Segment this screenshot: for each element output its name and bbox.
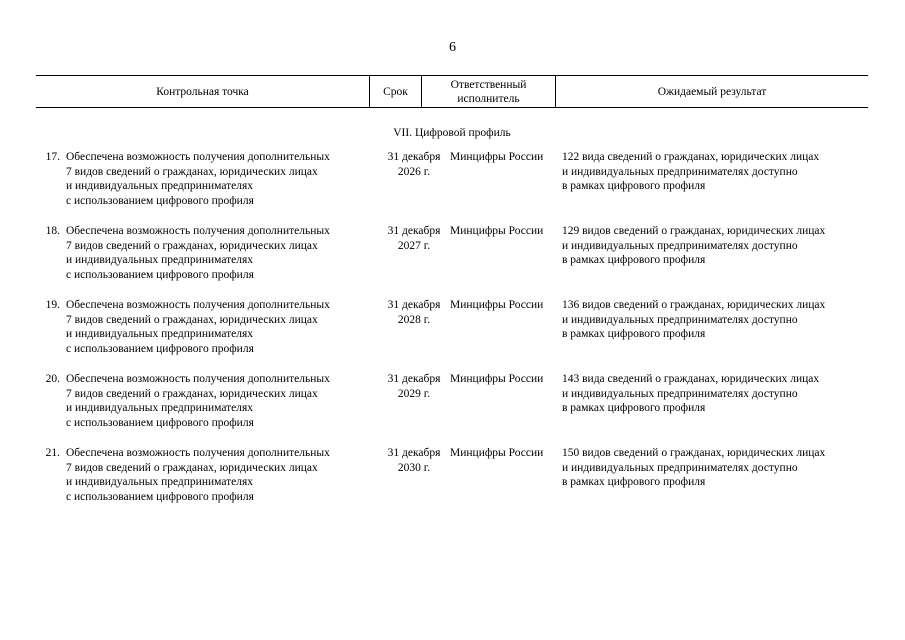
- table-row: [36, 372, 868, 446]
- row-number: 18.: [45, 225, 60, 237]
- row-number: 17.: [45, 151, 60, 163]
- table-row: [36, 150, 868, 224]
- row-deadline: 31 декабря 2026 г.: [387, 151, 441, 178]
- row-number: 21.: [45, 447, 60, 459]
- row-control-point: Обеспечена возможность получения дополнительных 7 видов сведений о гражданах, юридических лицах и индивидуальных предпринимателях с использованием цифрового профиля: [66, 299, 330, 355]
- row-expected-result: 136 видов сведений о гражданах, юридических лицах и индивидуальных предпринимателях доступно в рамках цифрового профиля: [562, 299, 826, 340]
- row-control-point: Обеспечена возможность получения дополнительных 7 видов сведений о гражданах, юридических лицах и индивидуальных предпринимателях с использованием цифрового профиля: [66, 447, 330, 503]
- row-responsible: Минцифры России: [450, 225, 544, 237]
- header-expected-result: Ожидаемый результат: [657, 85, 767, 98]
- header-responsible: Ответственный исполнитель: [422, 76, 556, 107]
- page-number: 6: [449, 40, 456, 55]
- header-control-point: Контрольная точка: [36, 76, 370, 107]
- header-deadline: Срок: [370, 76, 422, 107]
- table-row: [36, 224, 868, 298]
- control-points-table: [36, 75, 868, 520]
- row-deadline: 31 декабря 2028 г.: [387, 299, 441, 326]
- row-expected-result: 150 видов сведений о гражданах, юридических лицах и индивидуальных предпринимателях доступно в рамках цифрового профиля: [562, 447, 826, 488]
- table-row: [36, 446, 868, 520]
- row-responsible: Минцифры России: [450, 373, 544, 385]
- row-control-point: Обеспечена возможность получения дополнительных 7 видов сведений о гражданах, юридических лицах и индивидуальных предпринимателях с использованием цифрового профиля: [66, 225, 330, 281]
- table-body: [36, 150, 868, 520]
- row-responsible: Минцифры России: [450, 151, 544, 163]
- row-control-point: Обеспечена возможность получения дополнительных 7 видов сведений о гражданах, юридических лицах и индивидуальных предпринимателях с использованием цифрового профиля: [66, 151, 330, 207]
- table-row: [36, 298, 868, 372]
- row-expected-result: 129 видов сведений о гражданах, юридических лицах и индивидуальных предпринимателях доступно в рамках цифрового профиля: [562, 225, 826, 266]
- row-expected-result: 122 вида сведений о гражданах, юридических лицах и индивидуальных предпринимателях доступно в рамках цифрового профиля: [562, 151, 820, 192]
- row-number: 19.: [45, 299, 60, 311]
- row-number: 20.: [45, 373, 60, 385]
- row-control-point: Обеспечена возможность получения дополнительных 7 видов сведений о гражданах, юридических лицах и индивидуальных предпринимателях с использованием цифрового профиля: [66, 373, 330, 429]
- section-title: VII. Цифровой профиль: [393, 127, 511, 139]
- row-responsible: Минцифры России: [450, 447, 544, 459]
- row-responsible: Минцифры России: [450, 299, 544, 311]
- row-deadline: 31 декабря 2030 г.: [387, 447, 441, 474]
- table-header: [36, 75, 868, 108]
- row-expected-result: 143 вида сведений о гражданах, юридических лицах и индивидуальных предпринимателях доступно в рамках цифрового профиля: [562, 373, 820, 414]
- row-deadline: 31 декабря 2029 г.: [387, 373, 441, 400]
- row-deadline: 31 декабря 2027 г.: [387, 225, 441, 252]
